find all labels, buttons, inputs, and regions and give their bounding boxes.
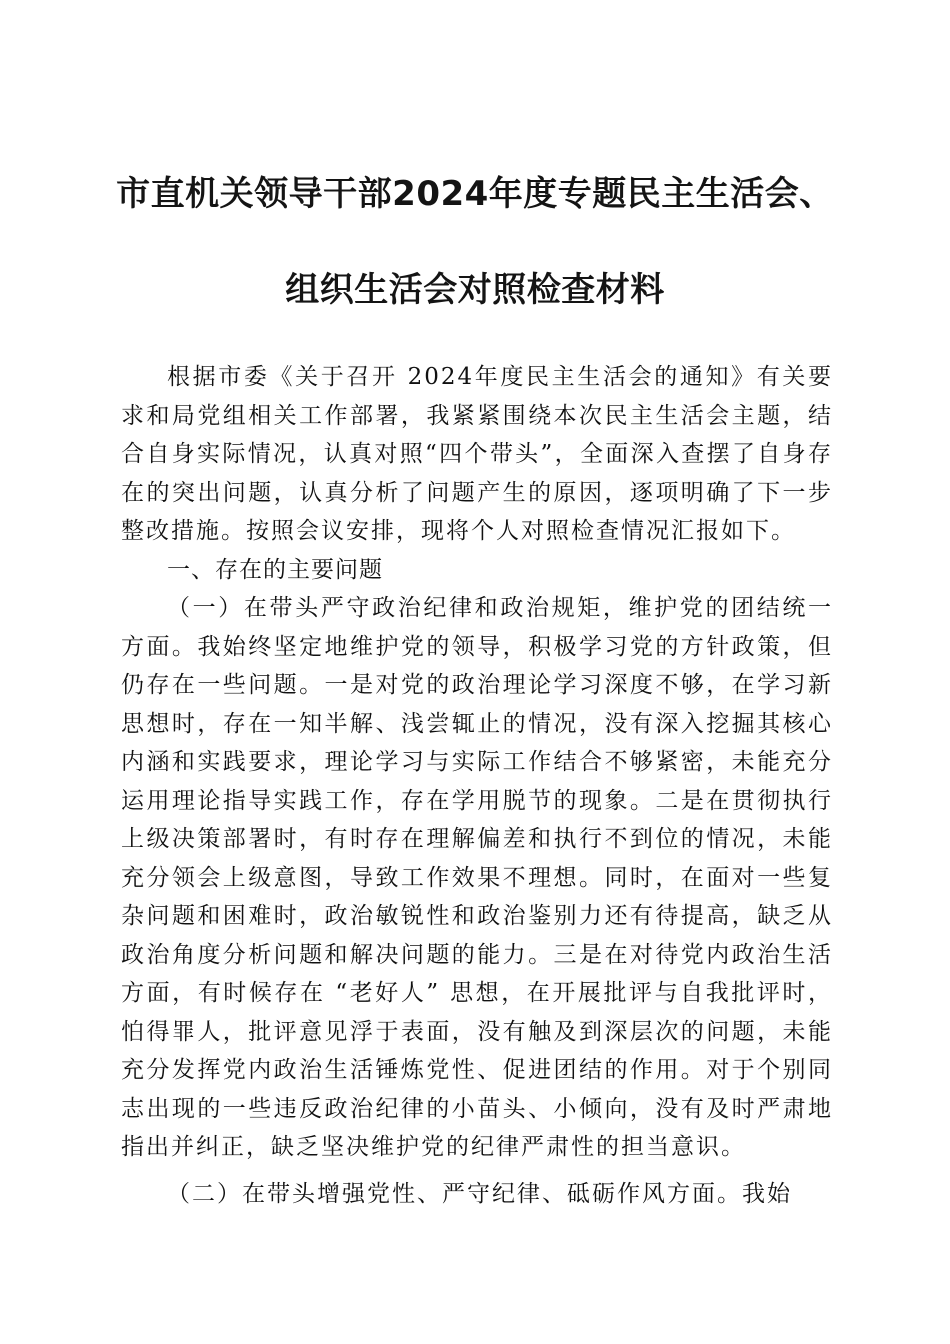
section-heading-1: 一、存在的主要问题 — [167, 556, 383, 583]
document-title-line-1: 市直机关领导干部2024年度专题民主生活会、 — [116, 174, 834, 214]
document-title-line-2: 组织生活会对照检查材料 — [285, 270, 665, 310]
section-1-paragraph: （一）在带头严守政治纪律和政治规矩，维护党的团结统一方面。我始终坚定地维护党的领导，积极学习党的方针政策，但仍存在一些问题。一是对党的政治理论学习深度不够，在学习新思想时，存在一知半解、浅尝辄止的情况，没有深入挖掘其核心内涵和实践要求，理论学习与实际工作结合不够紧密，未能充分运用理论指导实践工作，存在学用脱节的现象。二是在贯彻执行上级决策部署时，有时存在理解偏差和执行不到位的情况，未能充分领会上级意图，导致工作效果不理想。同时，在面对一些复杂问题和困难时，政治敏锐性和政治鉴别力还有待提高，缺乏从政治角度分析问题和解决问题的能力。三是在对待党内政治生活方面，有时候存在 “老好人” 思想，在开展批评与自我批评时，怕得罪人，批评意见浮于表面，没有触及到深层次的问题，未能充分发挥党内政治生活锤炼党性、促进团结的作用。对于个别同志出现的一些违反政治纪律的小苗头、小倾向，没有及时严肃地指出并纠正，缺乏坚决维护党的纪律严肃性的担当意识。 — [121, 595, 833, 1160]
document-body — [121, 358, 833, 1213]
section-2-paragraph: （二）在带头增强党性、严守纪律、砥砺作风方面。我始 — [167, 1180, 792, 1207]
intro-paragraph: 根据市委《关于召开 2024年度民主生活会的通知》有关要求和局党组相关工作部署，我紧紧围绕本次民主生活会主题，结合自身实际情况，认真对照“四个带头”，全面深入查摆了自身存在的突出问题，认真分析了问题产生的原因，逐项明确了下一步整改措施。按照会议安排，现将个人对照检查情况汇报如下。 — [121, 364, 833, 544]
